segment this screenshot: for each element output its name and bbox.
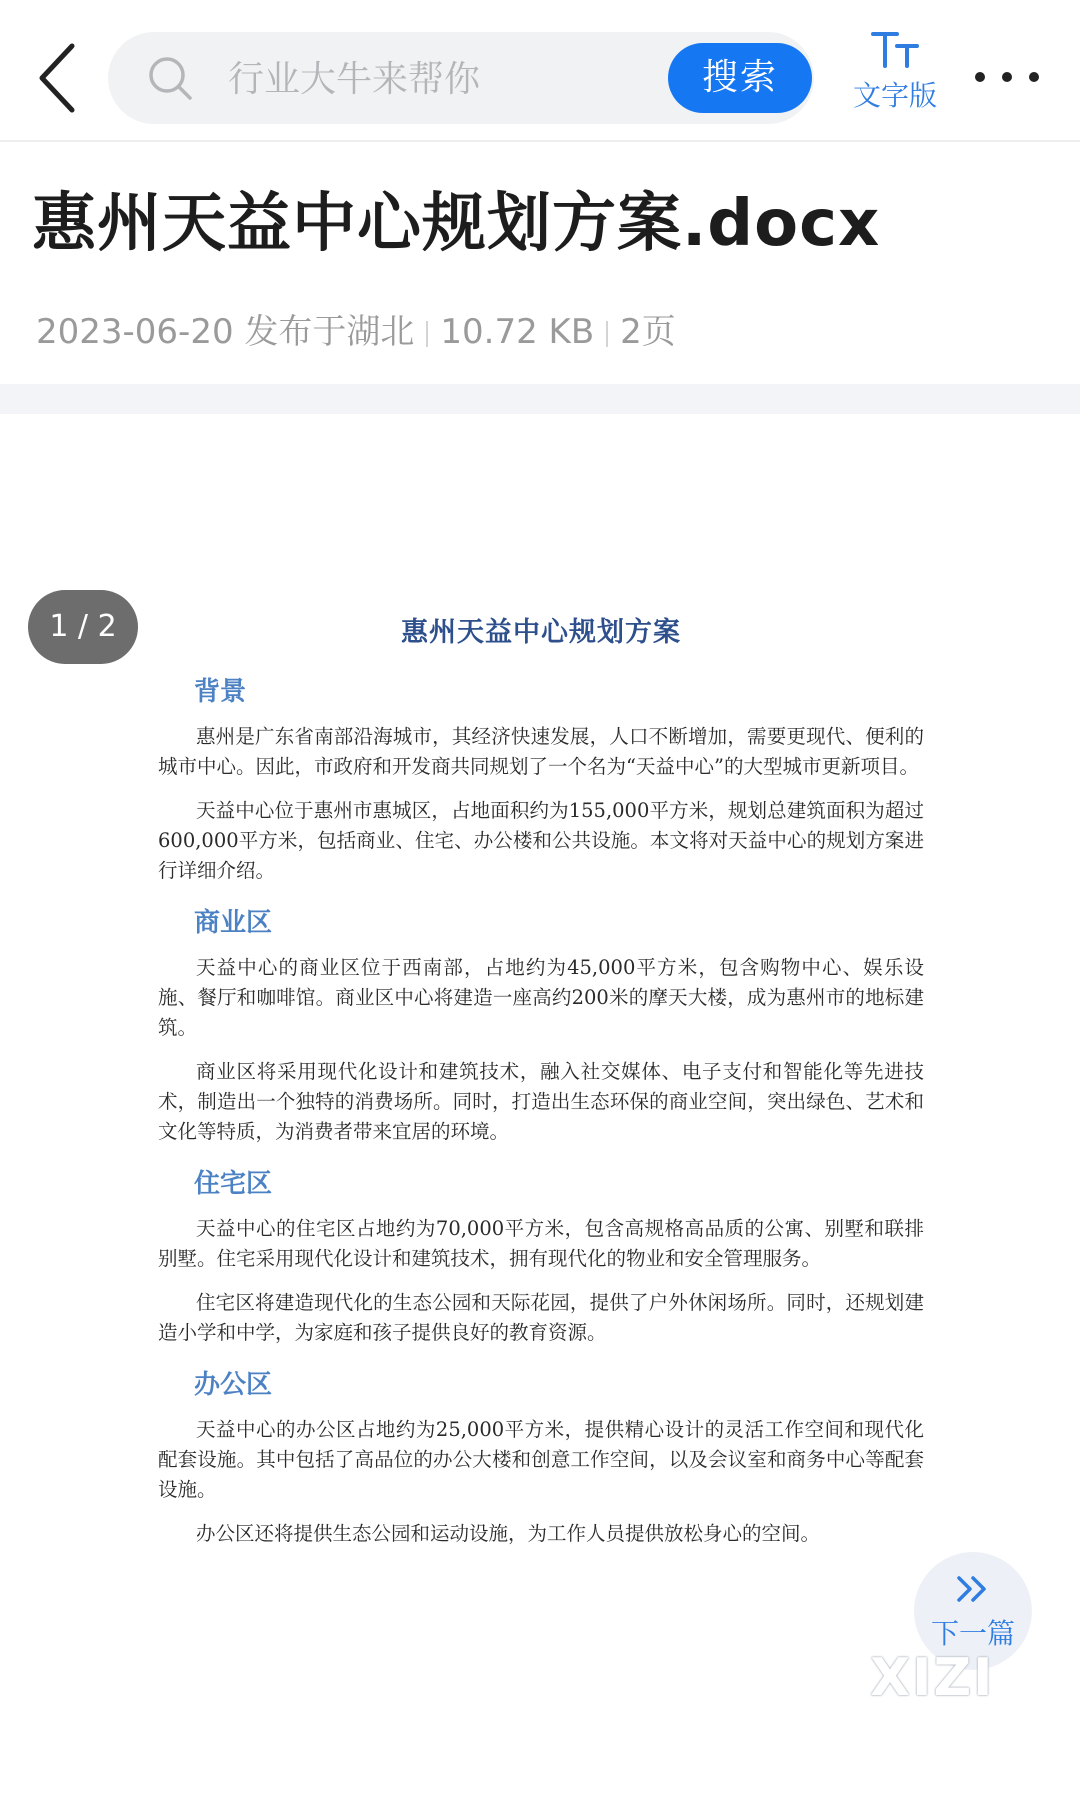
page-indicator: 1 / 2 bbox=[28, 590, 138, 664]
paragraph: 天益中心的商业区位于西南部，占地约为45,000平方米，包含购物中心、娱乐设施、餐厅和咖啡馆。商业区中心将建造一座高约200米的摩天大楼，成为惠州市的地标建筑。 bbox=[158, 956, 924, 1039]
meta-divider bbox=[606, 321, 608, 347]
document-heading: 惠州天益中心规划方案 bbox=[401, 617, 681, 648]
more-dot-icon bbox=[1002, 72, 1012, 82]
watermark: XIZI bbox=[870, 1648, 995, 1708]
next-article-label: 下一篇 bbox=[930, 1617, 1015, 1650]
back-arrow-icon bbox=[28, 38, 98, 118]
section-divider bbox=[0, 384, 1080, 414]
paragraph: 办公区还将提供生态公园和运动设施，为工作人员提供放松身心的空间。 bbox=[196, 1522, 821, 1545]
search-box[interactable] bbox=[108, 32, 814, 124]
back-button[interactable] bbox=[28, 38, 98, 118]
section-title: 商业区 bbox=[194, 908, 273, 938]
section-title: 背景 bbox=[194, 677, 247, 707]
text-mode-button[interactable] bbox=[840, 28, 950, 118]
section-title: 住宅区 bbox=[194, 1169, 273, 1199]
text-size-icon bbox=[867, 28, 923, 72]
section-title: 办公区 bbox=[194, 1370, 273, 1400]
top-bar bbox=[0, 0, 1080, 142]
paragraph: 天益中心的住宅区占地约为70,000平方米，包含高规格高品质的公寓、别墅和联排别墅。住宅采用现代化设计和建筑技术，拥有现代化的物业和安全管理服务。 bbox=[158, 1217, 924, 1270]
meta-divider bbox=[426, 321, 428, 347]
file-size: 10.72 KB bbox=[440, 312, 595, 352]
publish-date: 2023-06-20 bbox=[36, 312, 234, 352]
more-dot-icon bbox=[975, 72, 985, 82]
page-count: 2页 bbox=[620, 312, 676, 352]
document-title: 惠州天益中心规划方案.docx bbox=[32, 187, 881, 261]
document-preview[interactable] bbox=[158, 610, 924, 1563]
document-meta bbox=[36, 304, 676, 353]
paragraph: 天益中心的办公区占地约为25,000平方米，提供精心设计的灵活工作空间和现代化配套设施。其中包括了高品位的办公大楼和创意工作空间，以及会议室和商务中心等配套设施。 bbox=[158, 1418, 924, 1501]
paragraph: 天益中心位于惠州市惠城区，占地面积约为155,000平方米，规划总建筑面积为超过600,000平方米，包括商业、住宅、办公楼和公共设施。本文将对天益中心的规划方案进行详细介绍。 bbox=[158, 799, 924, 882]
paragraph: 住宅区将建造现代化的生态公园和天际花园，提供了户外休闲场所。同时，还规划建造小学和中学，为家庭和孩子提供良好的教育资源。 bbox=[158, 1291, 924, 1344]
paragraph: 惠州是广东省南部沿海城市，其经济快速发展，人口不断增加，需要更现代、便利的城市中心。因此，市政府和开发商共同规划了一个名为“天益中心”的大型城市更新项目。 bbox=[158, 725, 924, 778]
text-mode-label: 文字版 bbox=[852, 79, 937, 112]
publish-location: 发布于湖北 bbox=[244, 312, 415, 352]
double-chevron-right-icon bbox=[955, 1574, 991, 1604]
search-icon bbox=[146, 54, 194, 102]
more-dot-icon bbox=[1029, 72, 1039, 82]
search-button[interactable]: 搜索 bbox=[668, 43, 812, 113]
search-input[interactable] bbox=[226, 48, 650, 110]
more-button[interactable] bbox=[975, 50, 1055, 100]
paragraph: 商业区将采用现代化设计和建筑技术，融入社交媒体、电子支付和智能化等先进技术，制造出一个独特的消费场所。同时，打造出生态环保的商业空间，突出绿色、艺术和文化等特质，为消费者带来宜居的环境。 bbox=[158, 1060, 924, 1143]
